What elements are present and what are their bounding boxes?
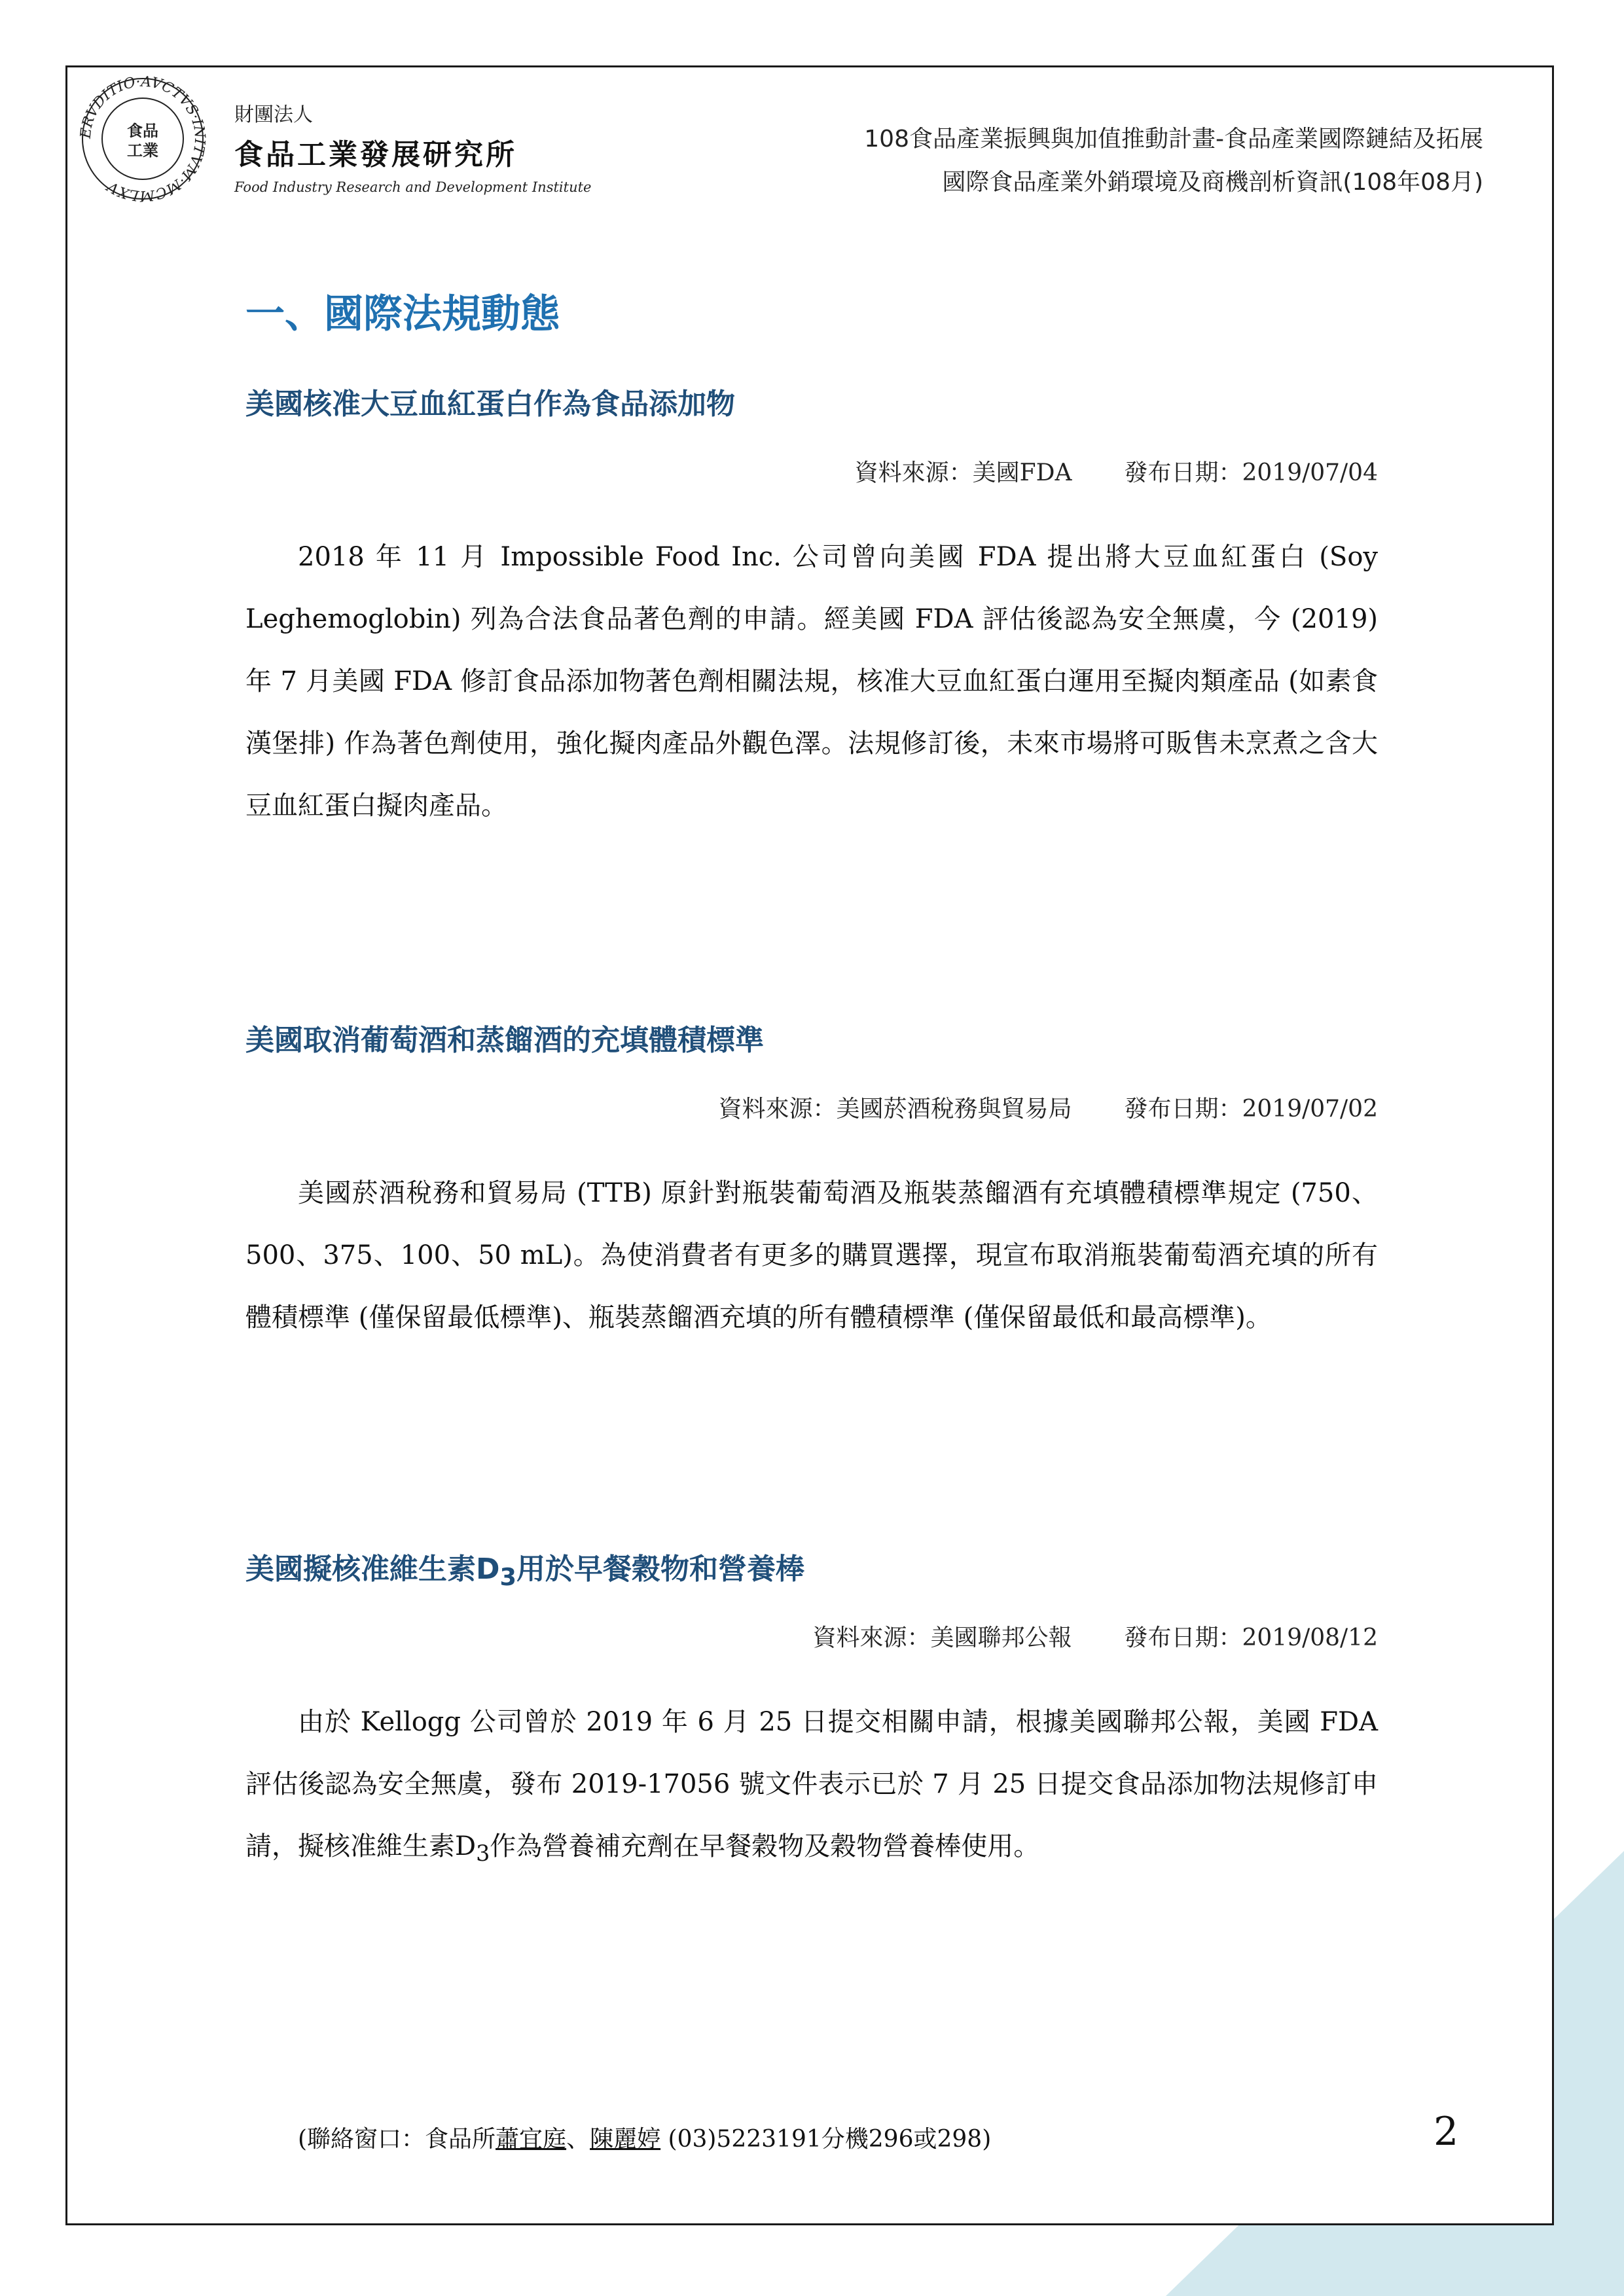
footer-contact: (聯絡窗口：食品所蕭宜庭、陳麗婷 (03)5223191分機296或298) <box>298 2126 992 2153</box>
article-body: 美國菸酒稅務和貿易局 (TTB) 原針對瓶裝葡萄酒及瓶裝蒸餾酒有充填體積標準規定 (750、500、375、100、50 mL)。為使消費者有更多的購買選擇，現宣布取消瓶裝葡萄酒充填的所有體積標準 (僅保留最低標準)、瓶裝蒸餾酒充填的所有體積標準 (僅保留最低和最高標準)。 <box>245 1178 1378 1333</box>
org-prefix: 財團法人 <box>234 103 313 126</box>
article-title: 美國核准大豆血紅蛋白作為食品添加物 <box>245 387 735 421</box>
article-source: 資料來源：美國FDA <box>854 459 1072 486</box>
article-date: 發布日期：2019/07/02 <box>1124 1096 1378 1122</box>
org-name: 食品工業發展研究所 <box>234 138 517 171</box>
page-number: 2 <box>1434 2109 1459 2155</box>
institute-seal-logo <box>77 73 208 204</box>
article-date: 發布日期：2019/07/04 <box>1124 459 1378 486</box>
seal-ring-text: ERVDITIO·AVCTVS·INITVM·MCMLXV <box>77 73 208 204</box>
svg-text:工業: 工業 <box>127 141 158 160</box>
article-source: 資料來源：美國聯邦公報 <box>812 1624 1072 1651</box>
article-body: 由於 Kellogg 公司曾於 2019 年 6 月 25 日提交相關申請，根據美國聯邦公報，美國 FDA 評估後認為安全無虞，發布 2019-17056 號文件表示已於 7 月 25 日提交食品添加物法規修訂申請，擬核准維生素$D_3$作為營養補充劑在早餐穀物及穀物營養棒使用。 <box>245 1707 1378 1866</box>
article-meta <box>245 457 1378 490</box>
article-source: 資料來源：美國菸酒稅務與貿易局 <box>718 1096 1072 1122</box>
article-meta <box>245 1093 1378 1126</box>
project-line-2: 國際食品產業外銷環境及商機剖析資訊(108年08月) <box>942 169 1483 196</box>
contact-name-1: 蕭宜庭 <box>496 2126 567 2153</box>
article-wine-fill-standards <box>245 1021 1378 1349</box>
project-header <box>864 118 1483 204</box>
article-soy-leghemoglobin <box>245 385 1378 837</box>
project-line-1: 108食品產業振興與加值推動計畫-食品產業國際鏈結及拓展 <box>864 126 1483 152</box>
article-vitamin-d3 <box>245 1550 1378 1884</box>
article-meta <box>245 1622 1378 1655</box>
svg-text:食品: 食品 <box>127 122 158 140</box>
org-english-name: Food Industry Research and Development Institute <box>234 179 592 195</box>
article-date: 發布日期：2019/08/12 <box>1124 1624 1378 1651</box>
article-title: 美國擬核准維生素$D_3$用於早餐穀物和營養棒 <box>245 1552 805 1591</box>
contact-name-2: 陳麗婷 <box>590 2126 661 2153</box>
section-title: 一、國際法規動態 <box>245 291 560 337</box>
article-title: 美國取消葡萄酒和蒸餾酒的充填體積標準 <box>245 1024 764 1057</box>
article-body: 2018 年 11 月 Impossible Food Inc. 公司曾向美國 FDA 提出將大豆血紅蛋白 (Soy Leghemoglobin) 列為合法食品著色劑的申請。經美國 FDA 評估後認為安全無虞，今 (2019) 年 7 月美國 FDA 修訂食品添加物著色劑相關法規，核准大豆血紅蛋白運用至擬肉類產品 (如素食漢堡排) 作為著色劑使用，強化擬肉產品外觀色澤。法規修訂後，未來市場將可販售未烹煮之含大豆血紅蛋白擬肉產品。 <box>245 542 1378 821</box>
organization-block <box>234 98 591 195</box>
